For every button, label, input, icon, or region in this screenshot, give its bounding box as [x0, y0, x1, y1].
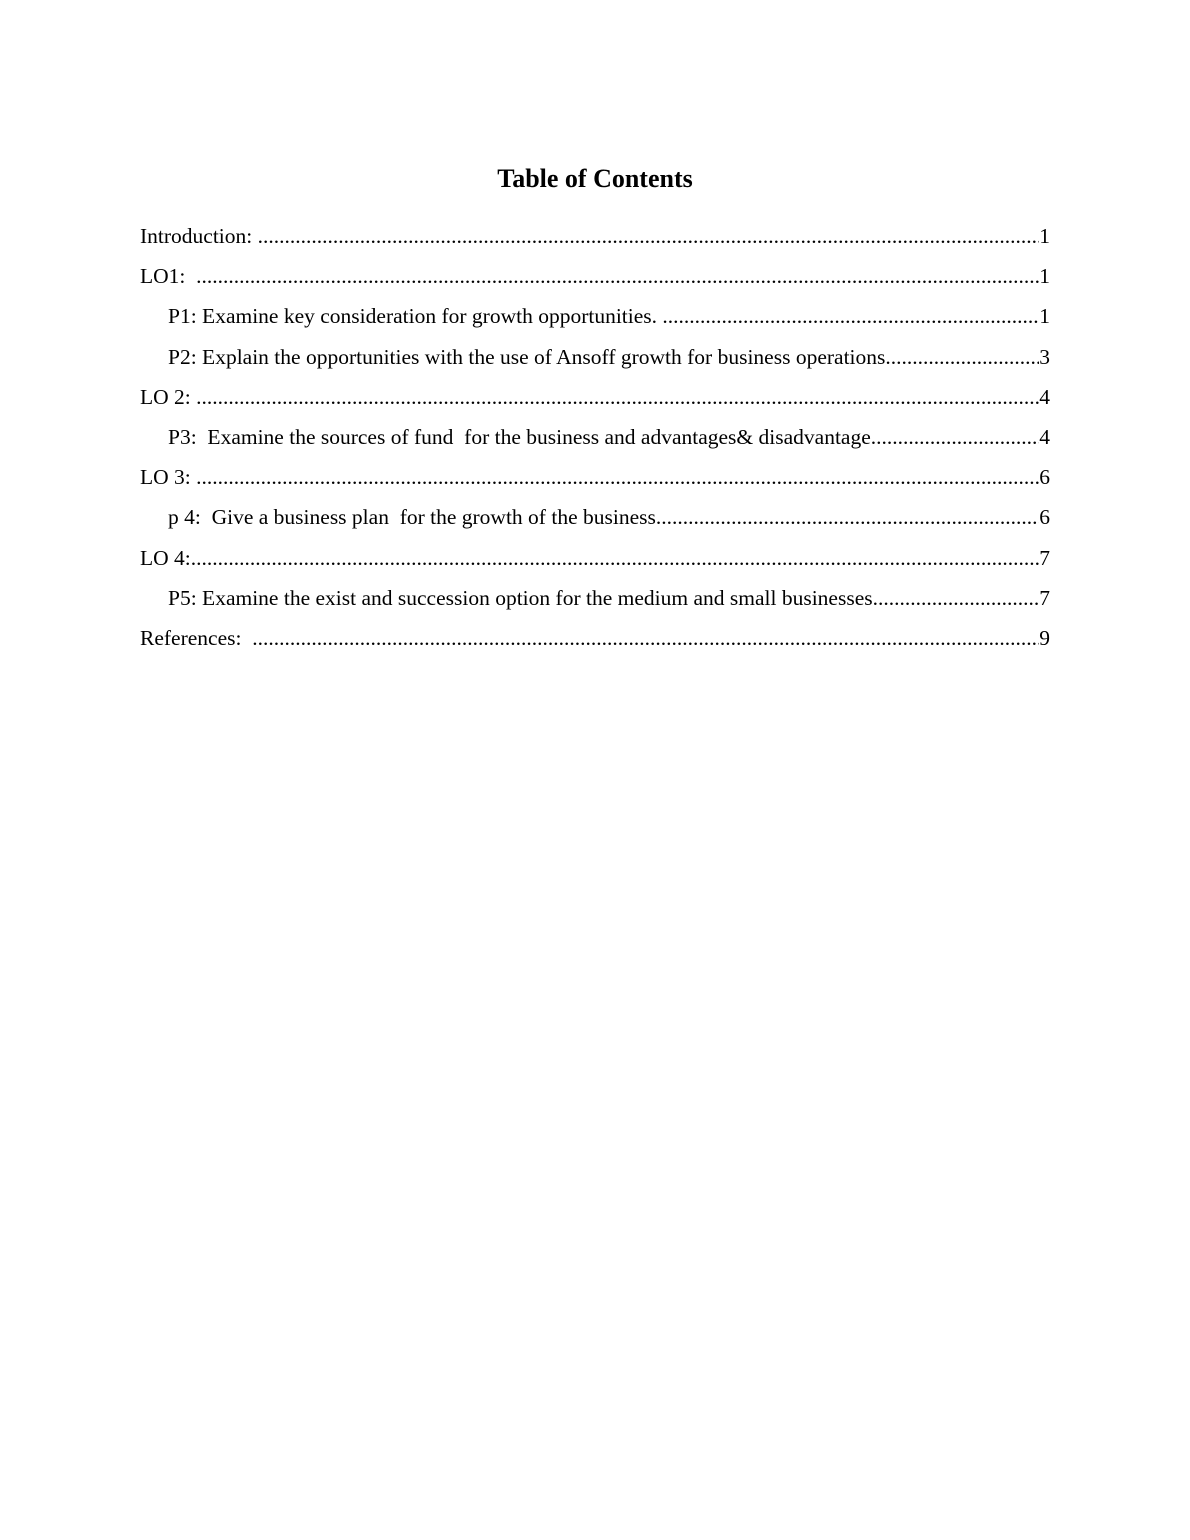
toc-dot-leader — [258, 219, 1040, 253]
toc-page-number: 6 — [1039, 465, 1050, 490]
toc-entry-references[interactable] — [140, 621, 1050, 661]
toc-entry-p1[interactable] — [140, 299, 1050, 339]
toc-entry-text: References: — [140, 625, 253, 650]
toc-page-number: 4 — [1039, 384, 1050, 409]
toc-entry-text: LO1: — [140, 264, 197, 289]
toc-entry-p4[interactable] — [140, 500, 1050, 540]
toc-entry-lo3[interactable] — [140, 460, 1050, 500]
toc-entry-text: P1: Examine key consideration for growth opportunities. — [168, 304, 663, 329]
toc-entry-text: P5: Examine the exist and succession option for the medium and small businesses. — [168, 585, 878, 610]
toc-page-number: 3 — [1039, 344, 1050, 369]
toc-entry-p5[interactable] — [140, 581, 1050, 621]
toc-entry-introduction[interactable] — [140, 219, 1050, 259]
toc-entry-text: LO 3: — [140, 465, 197, 490]
toc-dot-leader — [661, 500, 1039, 534]
toc-entry-text: P2: Explain the opportunities with the use of Ansoff growth for business operations. — [168, 344, 891, 369]
toc-page-number: 9 — [1039, 625, 1050, 650]
toc-dot-leader — [252, 621, 1039, 655]
toc-page-number: 7 — [1039, 545, 1050, 570]
toc-page-number: 1 — [1039, 224, 1050, 248]
toc-page-number: 4 — [1039, 424, 1050, 449]
toc-page-number: 1 — [1039, 304, 1050, 329]
toc-page-number: 7 — [1039, 585, 1050, 610]
toc-entry-text: Introduction: — [140, 224, 258, 248]
toc-page-number: 1 — [1039, 264, 1050, 289]
toc-dot-leader — [191, 541, 1039, 575]
toc-entry-lo2[interactable] — [140, 380, 1050, 420]
toc-entry-p3[interactable] — [140, 420, 1050, 460]
toc-page-number: 6 — [1039, 505, 1050, 530]
toc-dot-leader — [662, 299, 1039, 333]
toc-dot-leader — [196, 460, 1039, 494]
toc-entry-text: p 4: Give a business plan for the growth of the business. — [168, 505, 662, 530]
toc-entry-lo4[interactable] — [140, 541, 1050, 581]
toc-entry-text: LO 2: — [140, 384, 197, 409]
toc-entry-text: LO 4: — [140, 545, 191, 570]
toc-dot-leader — [196, 259, 1039, 293]
toc-title: Table of Contents — [497, 164, 693, 193]
toc-dot-leader — [876, 420, 1039, 454]
toc-dot-leader — [196, 380, 1039, 414]
toc-list — [140, 219, 1050, 661]
toc-dot-leader — [878, 581, 1039, 615]
toc-entry-p2[interactable] — [140, 340, 1050, 380]
toc-entry-lo1[interactable] — [140, 259, 1050, 299]
toc-entry-text: P3: Examine the sources of fund for the business and advantages& disadvantage. — [168, 424, 877, 449]
toc-dot-leader — [891, 340, 1039, 374]
